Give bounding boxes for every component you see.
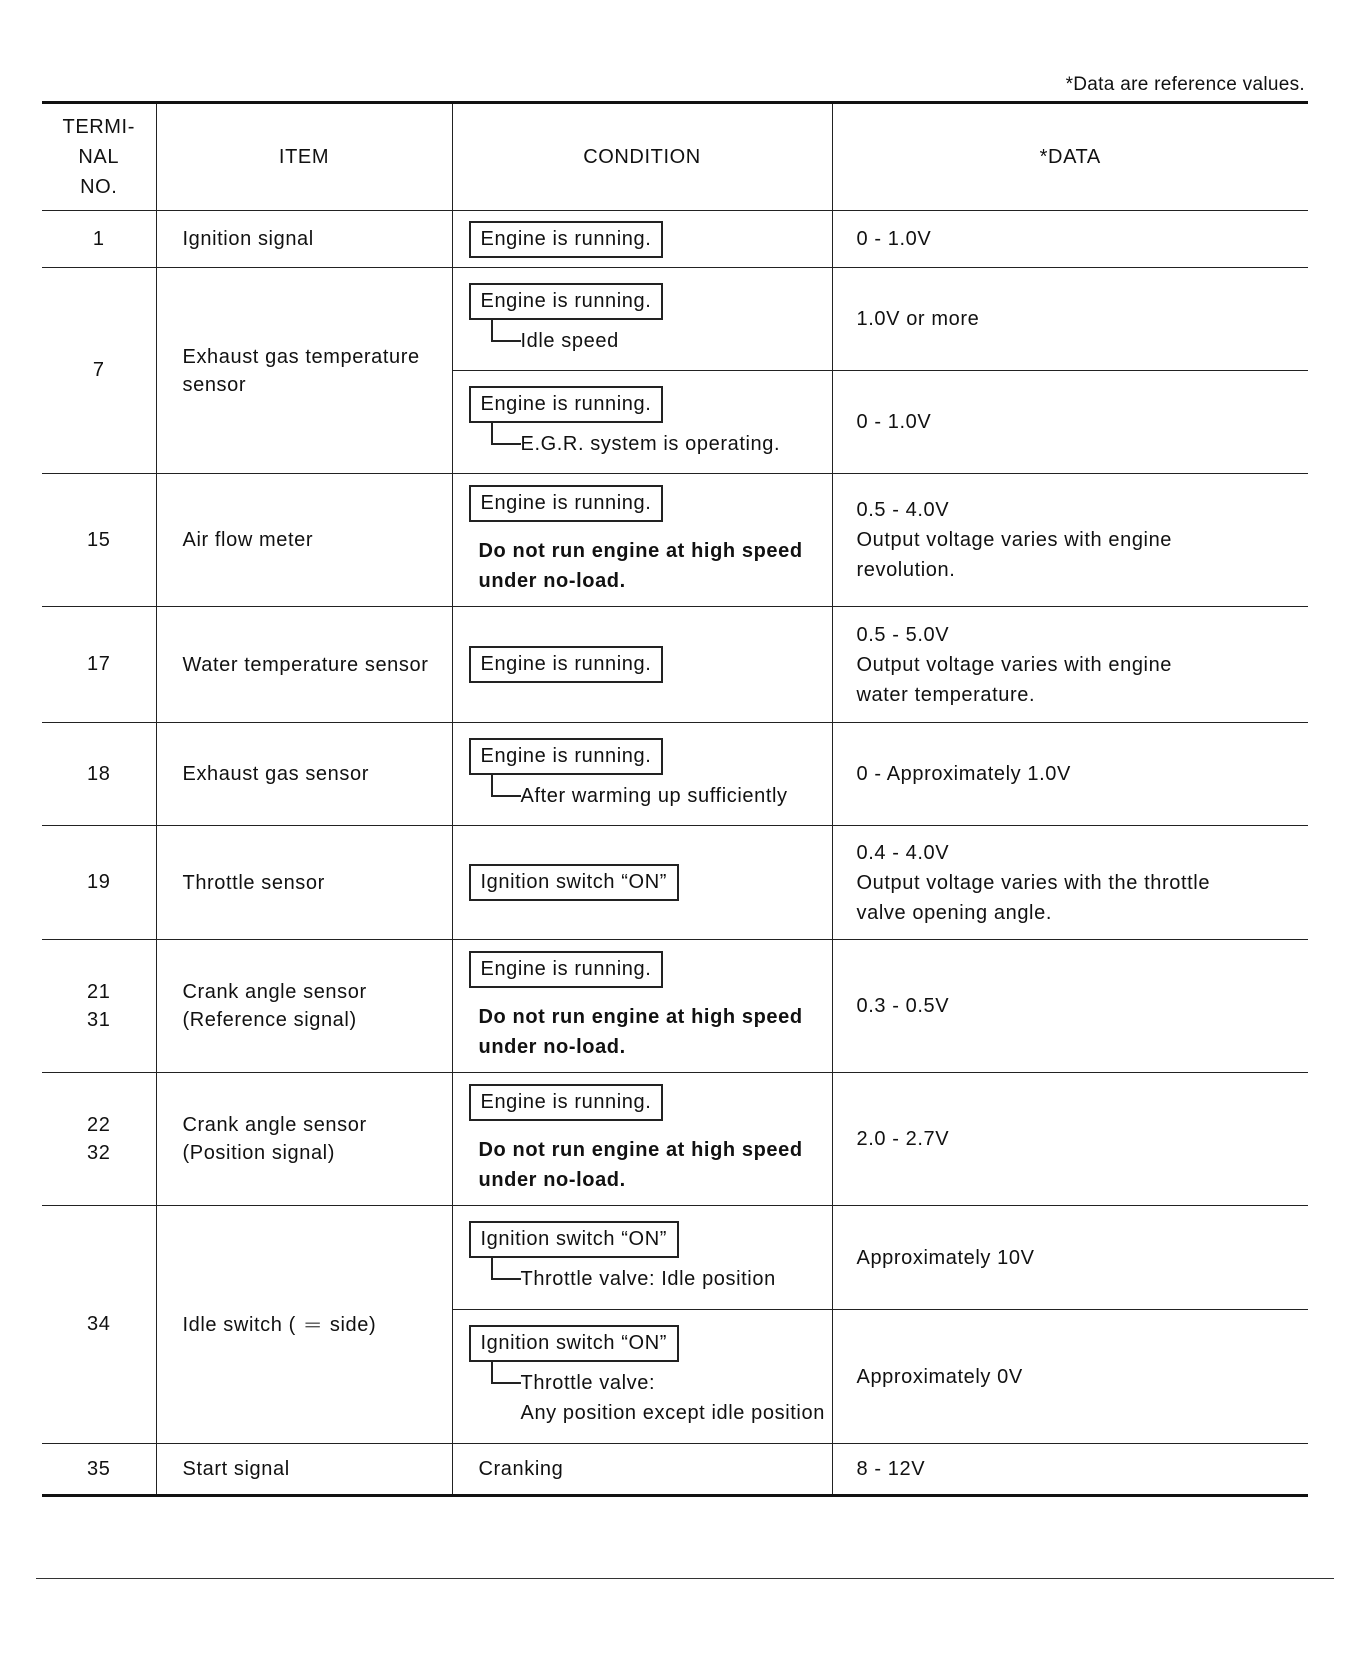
sub-condition: Throttle valve: Idle position <box>491 1264 832 1294</box>
sub-condition: Throttle valve: Any position except idle position <box>491 1368 832 1428</box>
bottom-rule <box>36 1578 1334 1579</box>
terminal-cell: 19 <box>42 826 156 940</box>
condition-box: Ignition switch “ON” <box>469 1221 680 1258</box>
terminal-cell: 17 <box>42 607 156 723</box>
table-row <box>42 1073 1308 1206</box>
data-cell: 0.5 - 5.0V Output voltage varies with engine water temperature. <box>832 607 1308 723</box>
terminal-cell: 18 <box>42 723 156 826</box>
data-cell: Approximately 10V <box>832 1206 1308 1310</box>
condition-cell <box>452 1206 832 1310</box>
data-cell: 0 - 1.0V <box>832 211 1308 268</box>
data-cell: 1.0V or more <box>832 268 1308 371</box>
item-cell: Crank angle sensor (Position signal) <box>156 1073 452 1206</box>
condition-cell <box>452 268 832 371</box>
data-cell: 8 - 12V <box>832 1444 1308 1496</box>
condition-box: Engine is running. <box>469 386 664 423</box>
terminal-cell: 34 <box>42 1206 156 1444</box>
table-row <box>42 826 1308 940</box>
warning-text: Do not run engine at high speed under no-load. <box>478 539 803 592</box>
table-row <box>42 211 1308 268</box>
terminal-cell: 1 <box>42 211 156 268</box>
table-row <box>42 474 1308 607</box>
warning-text: Do not run engine at high speed under no-load. <box>478 1005 803 1058</box>
item-cell: Crank angle sensor (Reference signal) <box>156 940 452 1073</box>
header-terminal: TERMI- NAL NO. <box>42 103 156 211</box>
item-cell: Water temperature sensor <box>156 607 452 723</box>
terminal-cell: 21 31 <box>42 940 156 1073</box>
condition-box: Engine is running. <box>469 485 664 522</box>
condition-cell <box>452 940 832 1073</box>
terminal-cell: 35 <box>42 1444 156 1496</box>
terminal-cell: 15 <box>42 474 156 607</box>
sub-condition: E.G.R. system is operating. <box>491 429 832 459</box>
item-cell: Idle switch ( ═ side) <box>156 1206 452 1444</box>
sub-condition: Idle speed <box>491 326 832 356</box>
data-cell: 0.4 - 4.0V Output voltage varies with the throttle valve opening angle. <box>832 826 1308 940</box>
item-cell: Start signal <box>156 1444 452 1496</box>
condition-cell: Cranking <box>452 1444 832 1496</box>
condition-box: Engine is running. <box>469 1084 664 1121</box>
sub-condition: After warming up sufficiently <box>491 781 832 811</box>
item-cell: Exhaust gas sensor <box>156 723 452 826</box>
table-row <box>42 1444 1308 1496</box>
condition-box: Ignition switch “ON” <box>469 864 680 901</box>
table-row <box>42 607 1308 723</box>
header-condition: CONDITION <box>452 103 832 211</box>
condition-cell <box>452 607 832 723</box>
terminal-data-table <box>42 101 1308 1497</box>
data-cell: 0.3 - 0.5V <box>832 940 1308 1073</box>
data-cell: 0.5 - 4.0V Output voltage varies with engine revolution. <box>832 474 1308 607</box>
header-data: *DATA <box>832 103 1308 211</box>
condition-box: Engine is running. <box>469 221 664 258</box>
table-row <box>42 1206 1308 1310</box>
condition-box: Engine is running. <box>469 738 664 775</box>
idle-switch-side-symbol: ═ <box>305 1313 321 1336</box>
condition-box: Engine is running. <box>469 283 664 320</box>
condition-cell <box>452 211 832 268</box>
data-cell: 0 - Approximately 1.0V <box>832 723 1308 826</box>
table-row <box>42 940 1308 1073</box>
condition-cell <box>452 1073 832 1206</box>
data-cell: Approximately 0V <box>832 1310 1308 1444</box>
data-cell: 2.0 - 2.7V <box>832 1073 1308 1206</box>
item-cell: Ignition signal <box>156 211 452 268</box>
item-cell: Exhaust gas temperature sensor <box>156 268 452 474</box>
header-item: ITEM <box>156 103 452 211</box>
condition-box: Ignition switch “ON” <box>469 1325 680 1362</box>
condition-cell <box>452 474 832 607</box>
condition-box: Engine is running. <box>469 646 664 683</box>
item-cell: Air flow meter <box>156 474 452 607</box>
data-cell: 0 - 1.0V <box>832 371 1308 474</box>
condition-cell <box>452 826 832 940</box>
reference-note: *Data are reference values. <box>1065 74 1305 95</box>
terminal-cell: 7 <box>42 268 156 474</box>
terminal-cell: 22 32 <box>42 1073 156 1206</box>
item-cell: Throttle sensor <box>156 826 452 940</box>
warning-text: Do not run engine at high speed under no-load. <box>478 1138 803 1191</box>
condition-cell <box>452 723 832 826</box>
condition-cell <box>452 1310 832 1444</box>
header-row <box>42 103 1308 211</box>
table-row <box>42 723 1308 826</box>
table-row <box>42 268 1308 371</box>
condition-box: Engine is running. <box>469 951 664 988</box>
condition-cell <box>452 371 832 474</box>
